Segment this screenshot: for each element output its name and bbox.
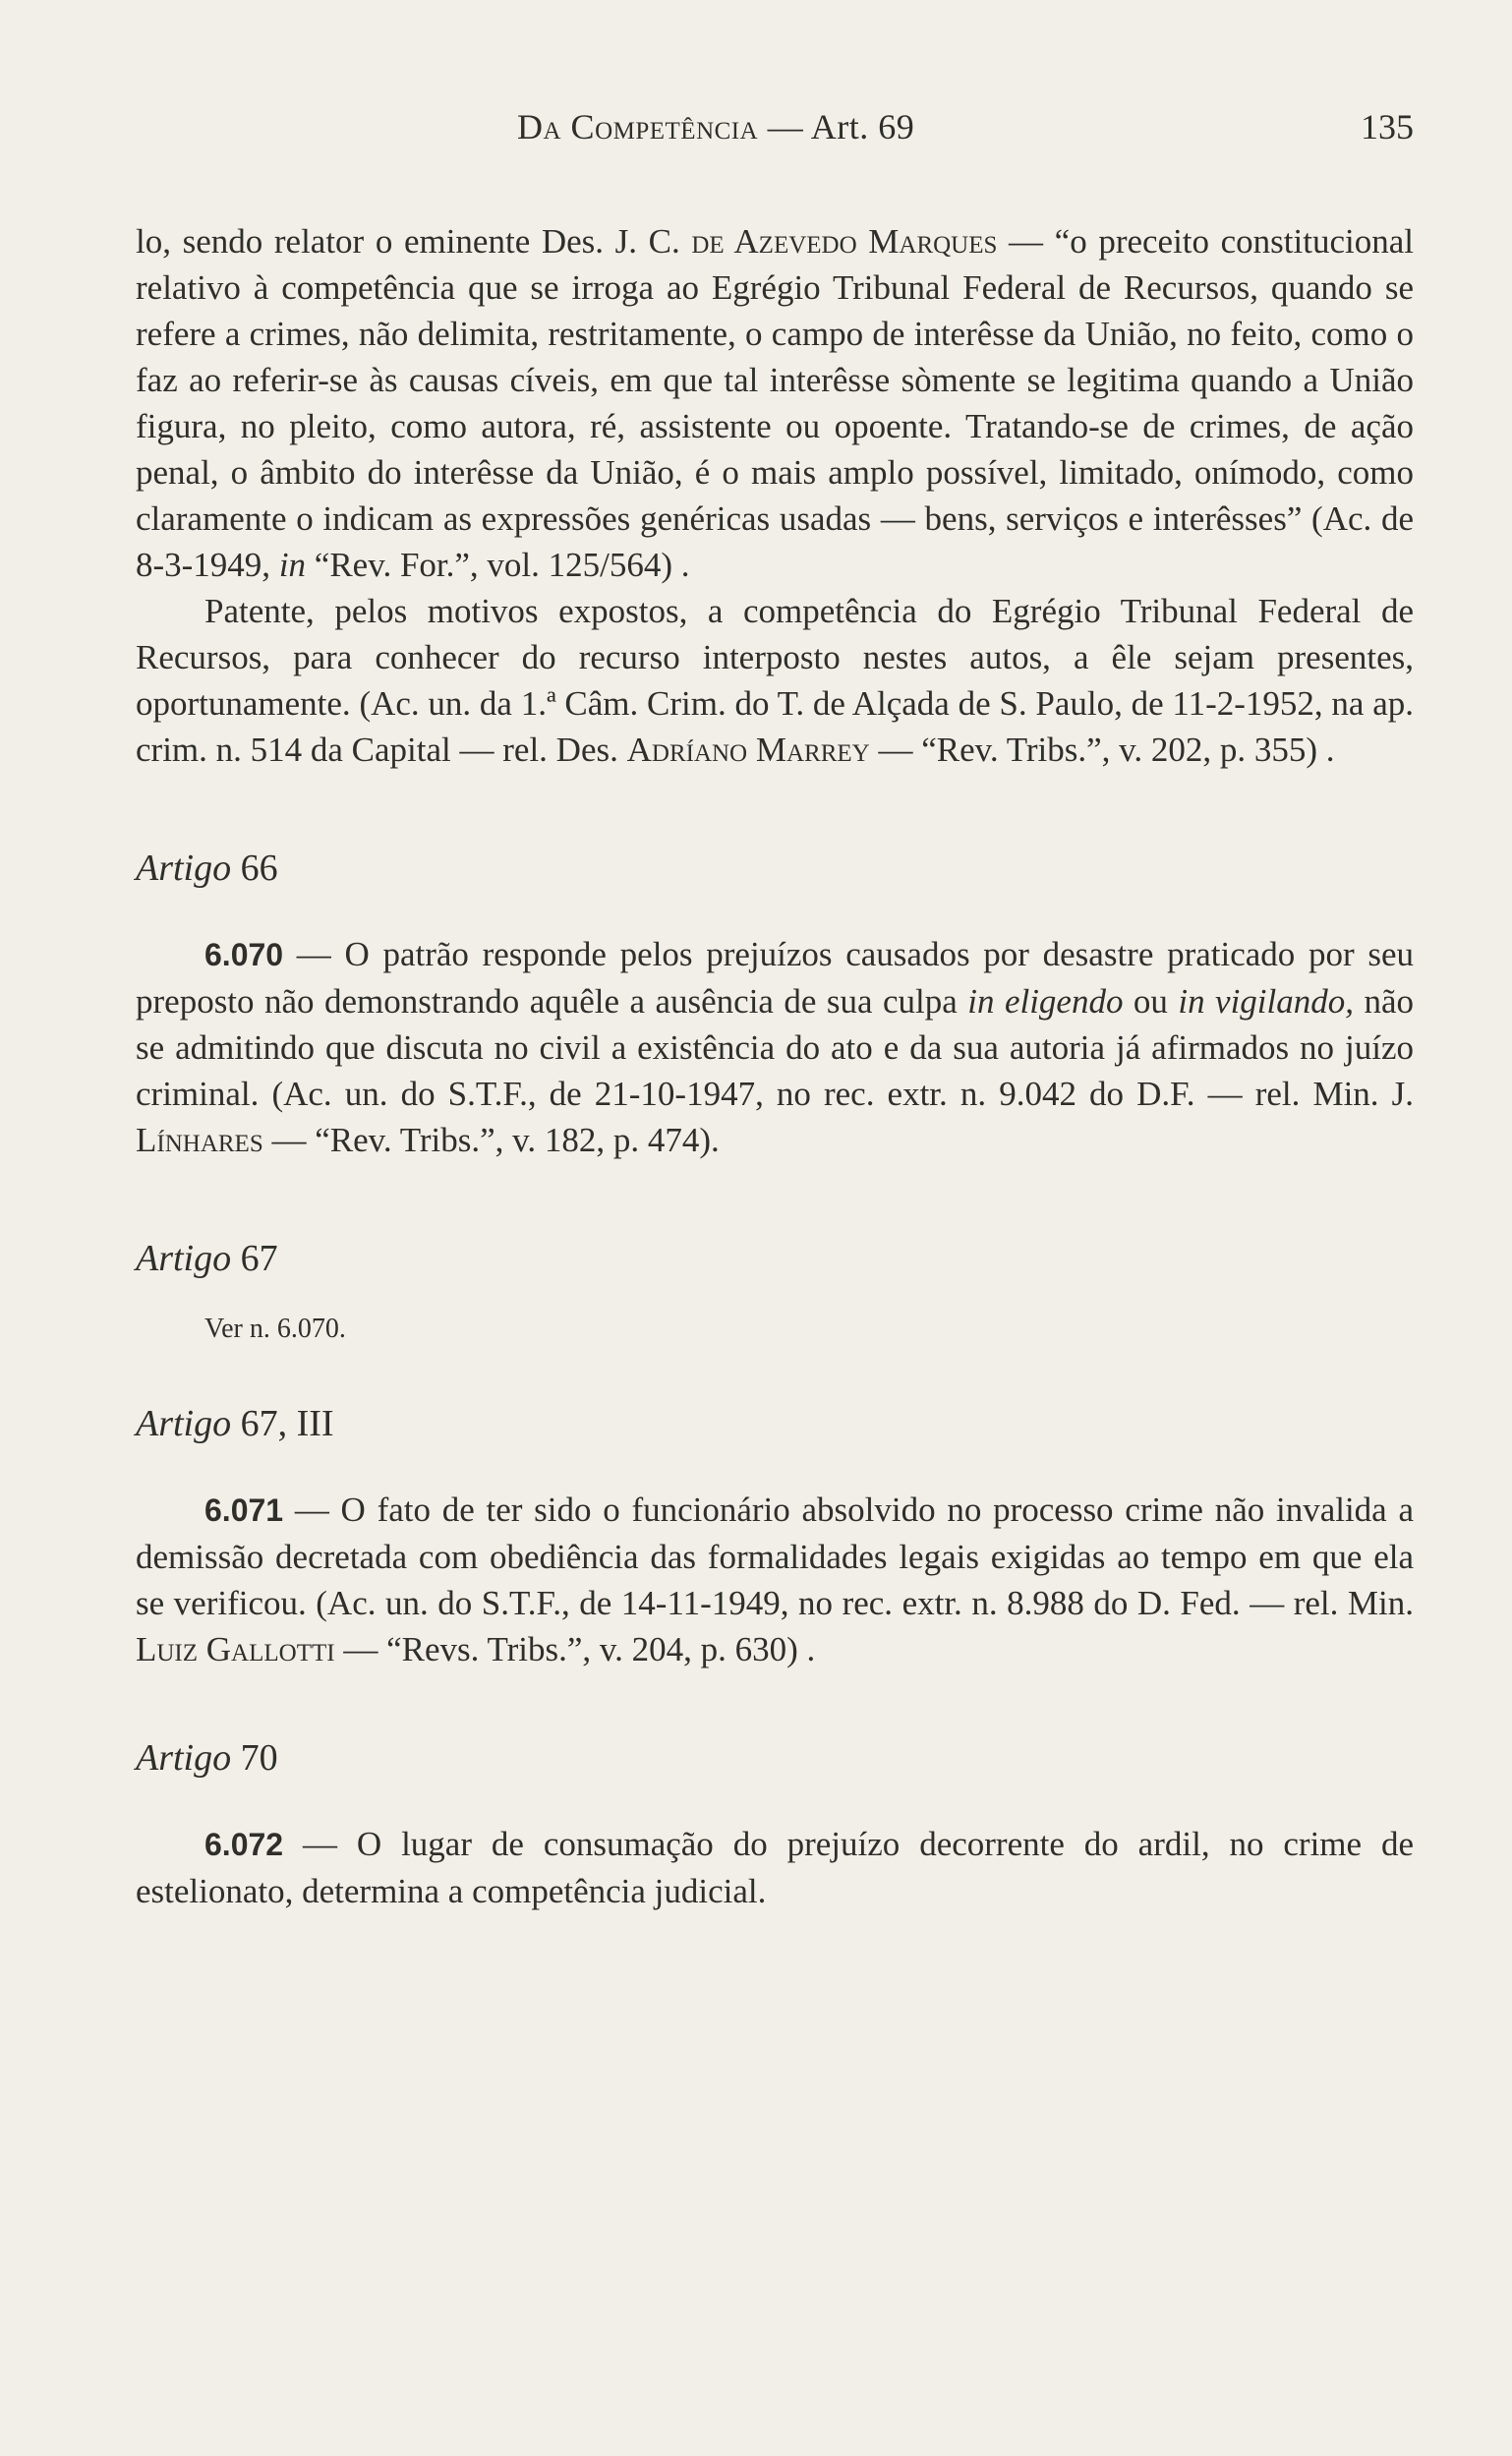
judge-name: Adríano Marrey — [626, 731, 870, 769]
jurisprudence-entry — [136, 1487, 1414, 1672]
text-run: lo, sendo relator o eminente Des. J. C. — [136, 222, 692, 261]
heading-word: Artigo — [136, 848, 232, 889]
text-run: — “Rev. Tribs.”, v. 202, p. 355) . — [869, 731, 1335, 769]
article-heading — [136, 846, 1414, 892]
judge-name: Luiz Gallotti — [136, 1630, 335, 1668]
entry-number: 6.071 — [204, 1492, 284, 1528]
heading-number: 70 — [240, 1737, 278, 1779]
article-heading — [136, 1236, 1414, 1282]
article-heading — [136, 1735, 1414, 1782]
paragraph — [136, 588, 1414, 773]
text-run: — O lugar de consumação do prejuízo decorrente do ardil, no crime de estelionato, determina a competência judicial. — [136, 1825, 1414, 1910]
paragraph-continuation — [136, 218, 1414, 588]
page-number: 135 — [1361, 107, 1414, 146]
cross-reference: Ver n. 6.070. — [204, 1314, 346, 1344]
judge-name: Línhares — [136, 1121, 263, 1159]
italic-run: in vigilando, — [1178, 982, 1355, 1021]
italic-run: in eligendo — [967, 982, 1124, 1021]
jurisprudence-entry — [136, 1821, 1414, 1914]
heading-word: Artigo — [136, 1737, 232, 1779]
text-run: ou — [1123, 982, 1179, 1021]
running-head — [517, 106, 914, 147]
italic-run: in — [278, 546, 307, 584]
heading-word: Artigo — [136, 1238, 232, 1279]
text-run: não se admitindo que discuta no civil a existência do ato e da sua autoria já afirmados no juízo criminal. (Ac. un. do S.T.F., de 21-10-1947, no rec. extr. n. 9.042 do D.F. — rel. Min. J. — [136, 982, 1415, 1113]
jurisprudence-entry — [136, 931, 1414, 1163]
heading-word: Artigo — [136, 1403, 232, 1444]
running-head-title: Da Competência — [517, 107, 759, 146]
text-run: — O patrão responde pelos prejuízos causados por desastre praticado por seu preposto não demonstrando aquêle a ausência de sua culpa — [136, 935, 1414, 1021]
body-text — [136, 218, 1414, 1914]
article-heading — [136, 1401, 1414, 1447]
running-head-separator: — — [758, 107, 811, 146]
text-run: “Rev. For.”, vol. 125/564) . — [306, 546, 690, 584]
entry-number: 6.072 — [204, 1827, 284, 1862]
heading-number: 67 — [240, 1238, 278, 1279]
judge-name: de Azevedo Marques — [691, 222, 998, 261]
entry-number: 6.070 — [204, 937, 284, 972]
text-run: — O fato de ter sido o funcionário absolvido no processo crime não invalida a demissão decretada com obediência das formalidades legais exigidas ao tempo em que ela se verificou. (Ac. un. do S.T.F., de 14-11-1949, no rec. extr. n. 8.988 do D. Fed. — rel. Min. — [136, 1491, 1414, 1622]
heading-number: 67, III — [240, 1403, 334, 1444]
running-head-article: Art. 69 — [810, 107, 915, 146]
text-run: Patente, pelos motivos expostos, a competência do Egrégio Tribunal Federal de Recursos, para conhecer do recurso interposto nestes autos, a êle sejam presentes, oportunamente. (Ac. un. da 1.ª Câm. Crim. do T. de Alçada de S. Paulo, de 11-2-1952, na ap. crim. n. 514 da Capital — rel. Des. — [136, 592, 1414, 769]
text-run: — “Rev. Tribs.”, v. 182, p. 474). — [262, 1121, 720, 1159]
heading-number: 66 — [240, 848, 278, 889]
page-header — [136, 106, 1414, 155]
text-run: — “o preceito constitucional relativo à competência que se irroga ao Egrégio Tribunal Federal de Recursos, quando se refere a crimes, não delimita, restritamente, o campo de interêsse da União, no feito, como o faz ao referir-se às causas cíveis, em que tal interêsse sòmente se legitima quando a União figura, no pleito, como autora, ré, assistente ou opoente. Tratando-se de crimes, de ação penal, o âmbito do interêsse da União, é o mais amplo possível, limitado, onímodo, como claramente o indicam as expressões genéricas usadas — bens, serviços e interêsses” (Ac. de 8-3-1949, — [136, 222, 1414, 584]
text-run: — “Revs. Tribs.”, v. 204, p. 630) . — [334, 1630, 816, 1668]
